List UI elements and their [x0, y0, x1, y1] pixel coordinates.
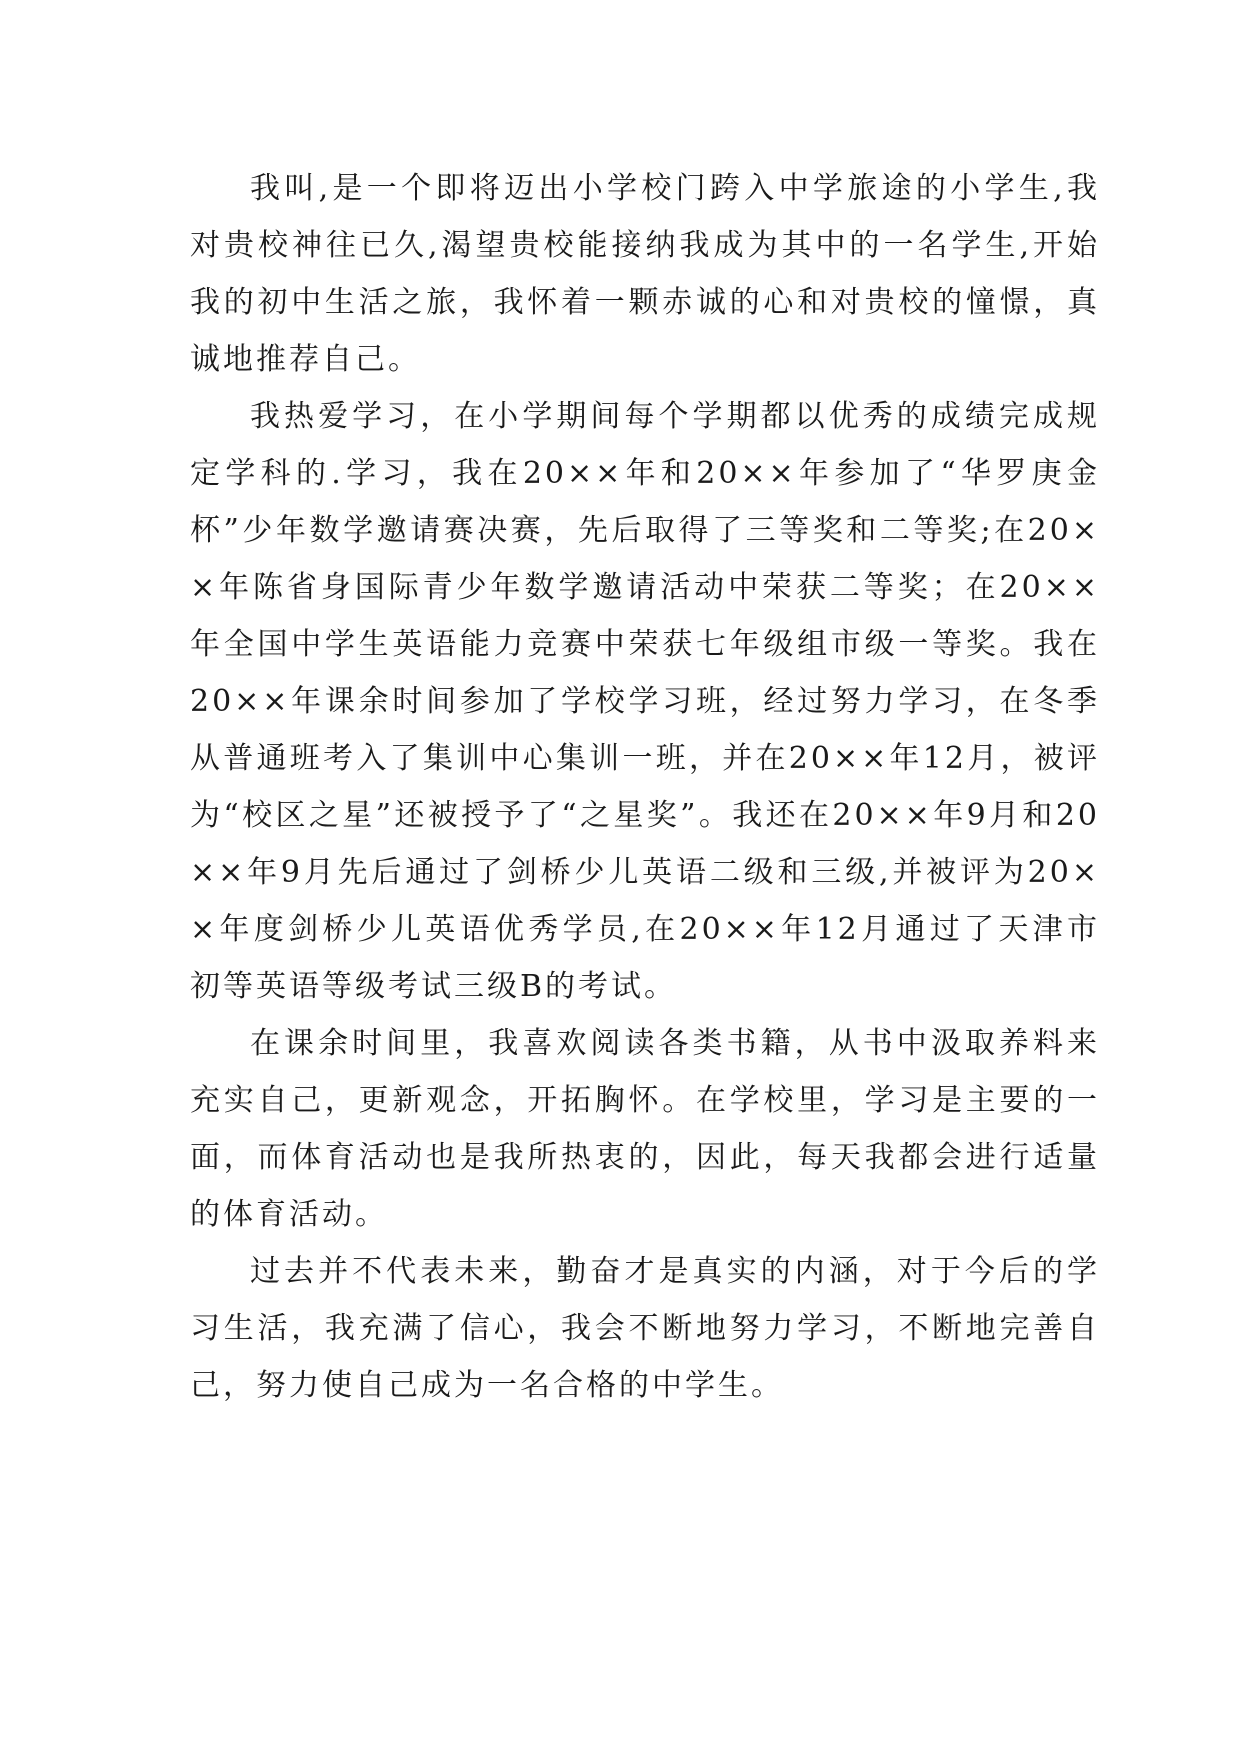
document-body — [190, 160, 1100, 1414]
paragraph-achievements: 我热爱学习，在小学期间每个学期都以优秀的成绩完成规定学科的.学习，我在20××年和20××年参加了“华罗庚金杯”少年数学邀请赛决赛，先后取得了三等奖和二等奖;在20××年陈省身国际青少年数学邀请活动中荣获二等奖；在20××年全国中学生英语能力竞赛中荣获七年级组市级一等奖。我在20××年课余时间参加了学校学习班，经过努力学习，在冬季从普通班考入了集训中心集训一班，并在20××年12月，被评为“校区之星”还被授予了“之星奖”。我还在20××年9月和20××年9月先后通过了剑桥少儿英语二级和三级,并被评为20××年度剑桥少儿英语优秀学员,在20××年12月通过了天津市初等英语等级考试三级B的考试。 — [190, 399, 1100, 1004]
paragraph-conclusion: 过去并不代表未来，勤奋才是真实的内涵，对于今后的学习生活，我充满了信心，我会不断地努力学习，不断地完善自己，努力使自己成为一名合格的中学生。 — [190, 1254, 1100, 1403]
paragraph-intro: 我叫,是一个即将迈出小学校门跨入中学旅途的小学生,我对贵校神往已久,渴望贵校能接纳我成为其中的一名学生,开始我的初中生活之旅，我怀着一颗赤诚的心和对贵校的憧憬，真诚地推荐自己。 — [190, 171, 1100, 377]
paragraph-hobbies: 在课余时间里，我喜欢阅读各类书籍，从书中汲取养料来充实自己，更新观念，开拓胸怀。在学校里，学习是主要的一面，而体育活动也是我所热衷的，因此，每天我都会进行适量的体育活动。 — [190, 1026, 1100, 1232]
